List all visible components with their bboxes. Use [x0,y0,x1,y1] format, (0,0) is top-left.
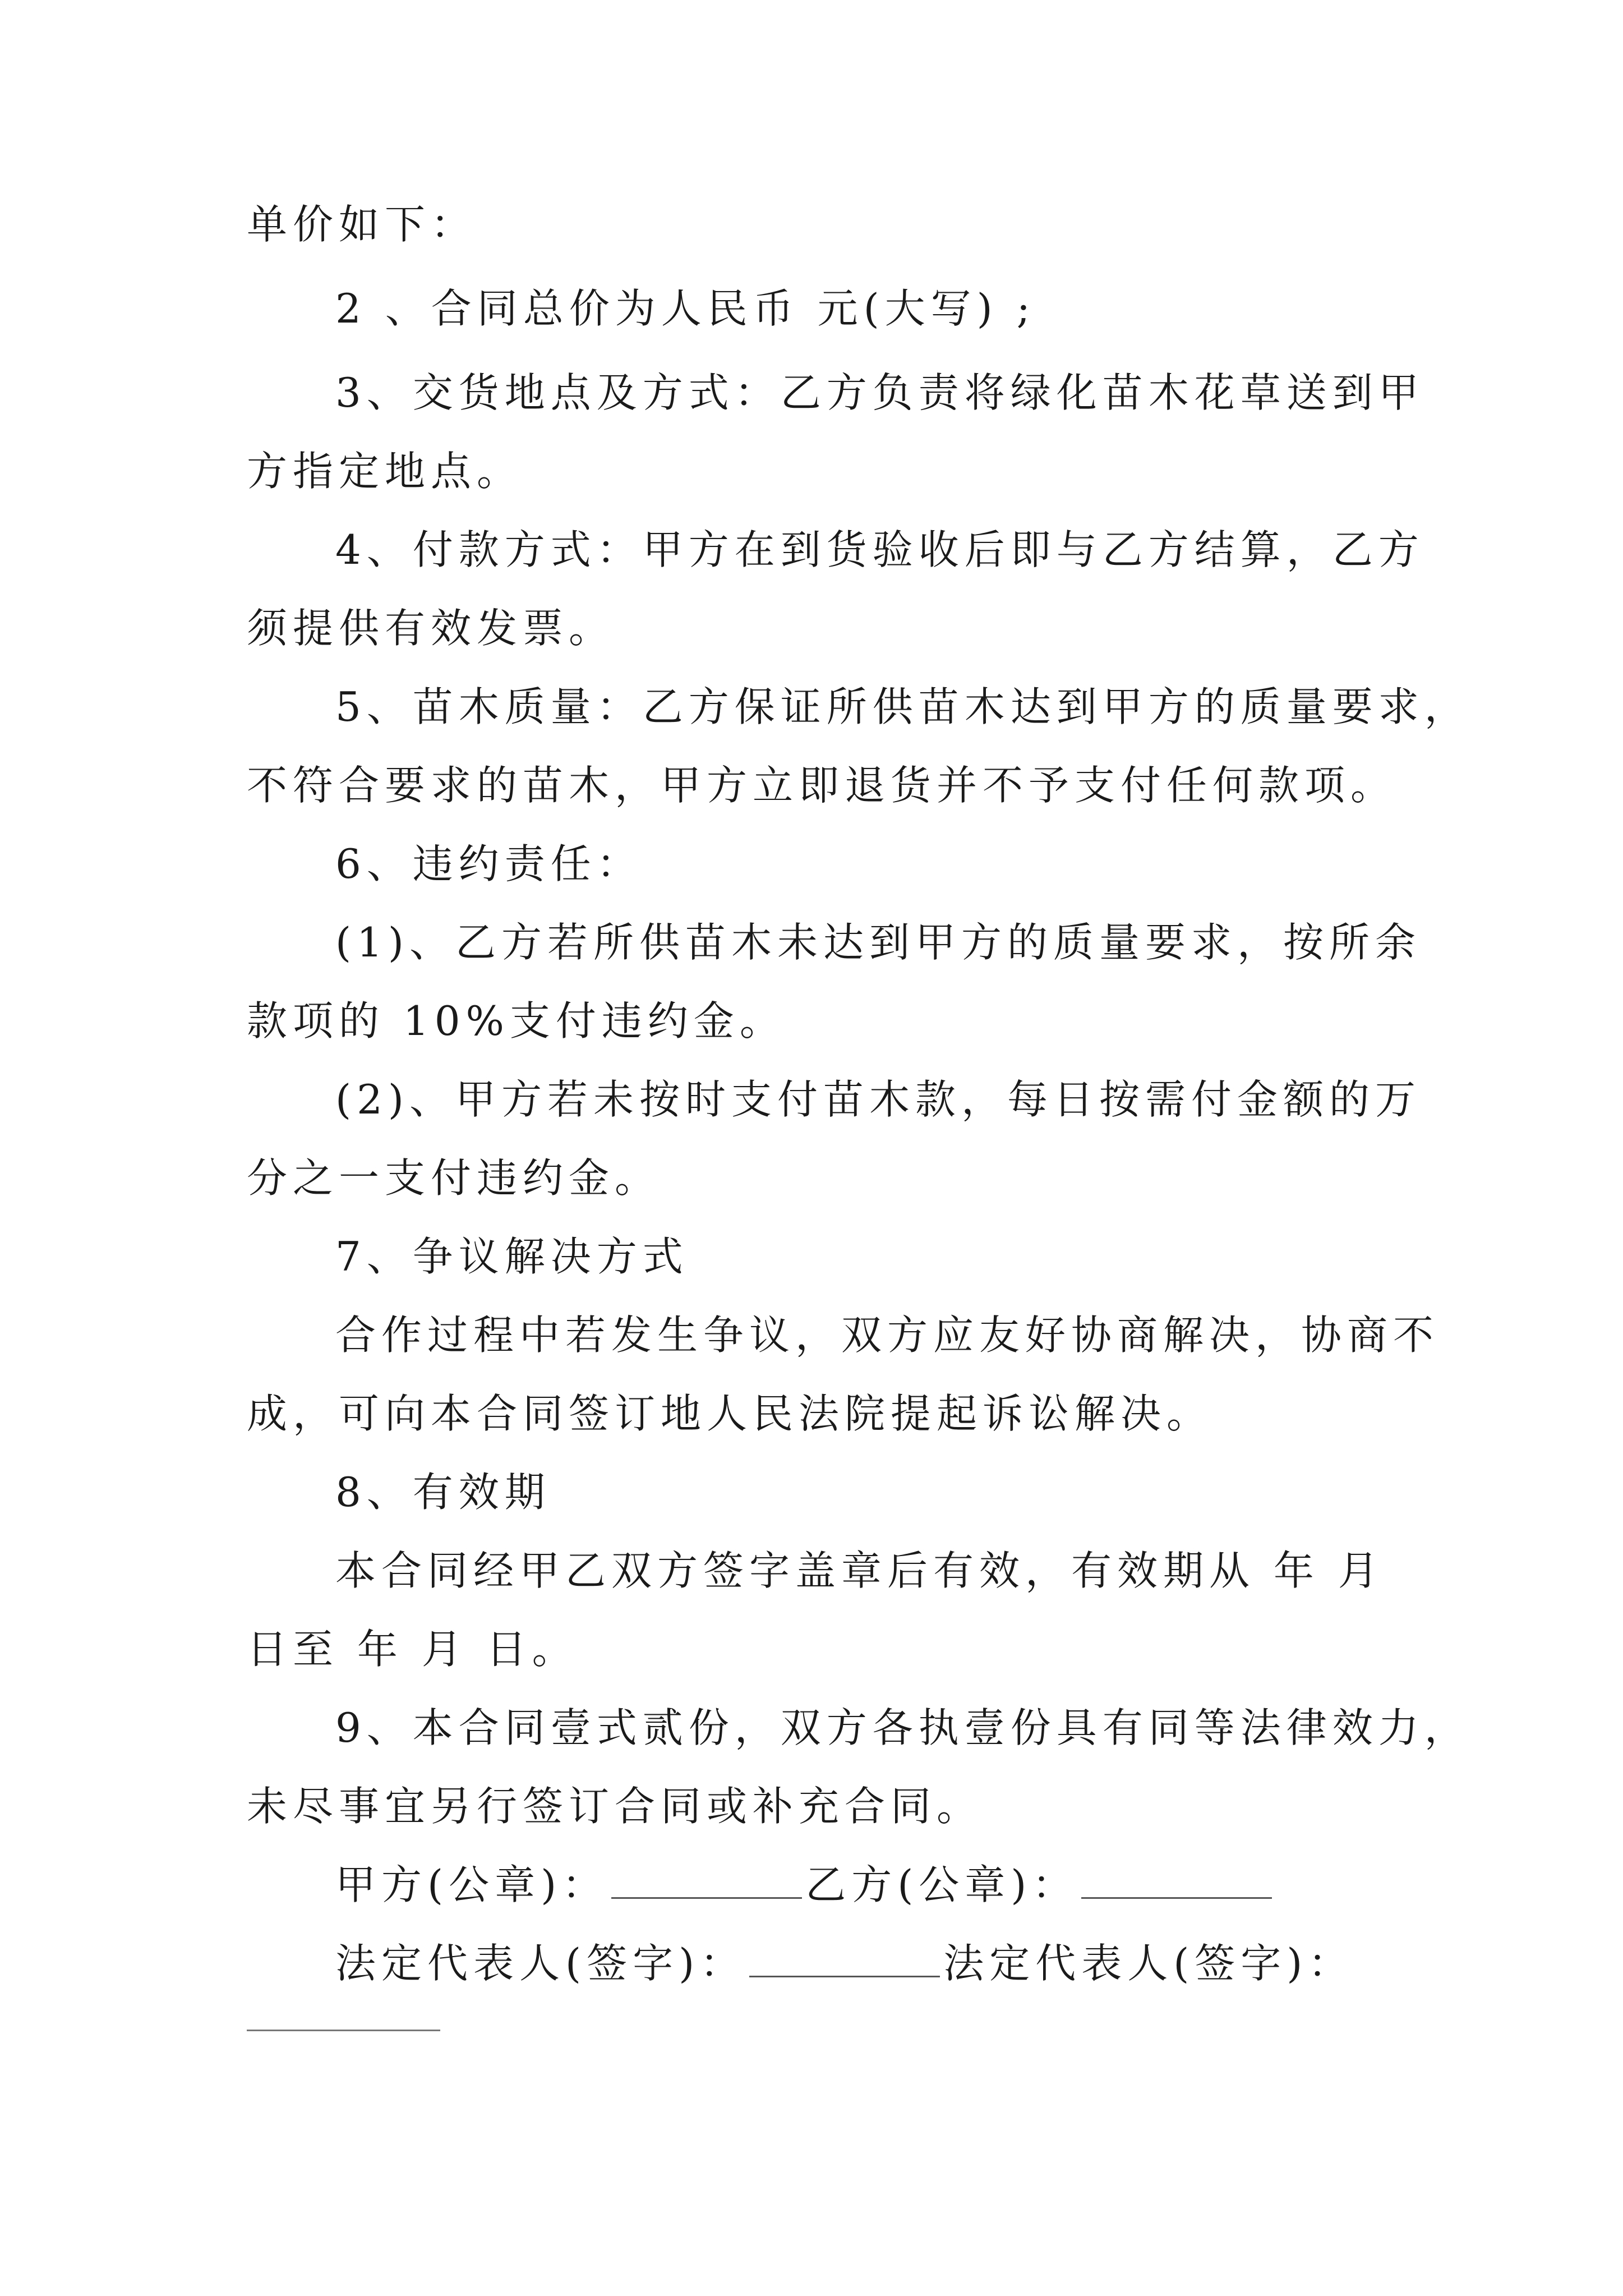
text-line: 合作过程中若发生争议，双方应友好协商解决，协商不 [335,1312,1440,1359]
text-line: 单价如下： [247,201,477,248]
text-line: 本合同经甲乙双方签字盖章后有效，有效期从 年 月 [335,1547,1384,1594]
text-line: 5、苗木质量：乙方保证所供苗木达到甲方的质量要求， [335,683,1470,730]
seal-line [335,1857,1275,1913]
text-line: 4、付款方式：甲方在到货验收后即与乙方结算，乙方 [335,526,1424,573]
party-a-seal-label: 甲方(公章)： [335,1861,608,1908]
text-line: 不符合要求的苗木，甲方立即退货并不予支付任何款项。 [247,762,1397,809]
party-b-seal-label: 乙方(公章)： [805,1861,1078,1908]
party-b-rep-blank [247,2030,440,2031]
text-line: (2)、甲方若未按时支付苗木款，每日按需付金额的万 [335,1076,1421,1123]
party-a-seal-blank [611,1857,802,1899]
text-line: 7、争议解决方式 [335,1233,689,1280]
text-line: 款项的 10%支付违约金。 [247,997,786,1045]
text-line: 分之一支付违约金。 [247,1154,661,1202]
party-a-rep-blank [749,1935,940,1977]
party-b-seal-blank [1081,1857,1272,1899]
text-line: 6、违约责任： [335,840,643,887]
text-line: 8、有效期 [335,1469,551,1516]
text-line: 方指定地点。 [247,448,523,495]
text-line: 3、交货地点及方式：乙方负责将绿化苗木花草送到甲 [335,369,1424,416]
text-line: 9、本合同壹式贰份，双方各执壹份具有同等法律效力， [335,1704,1470,1751]
text-line: (1)、乙方若所供苗木未达到甲方的质量要求，按所余 [335,919,1421,966]
party-b-rep-label: 法定代表人(签字)： [943,1940,1354,1987]
signature-line [335,1935,1354,1991]
text-line: 成，可向本合同签订地人民法院提起诉讼解决。 [247,1390,1213,1437]
party-a-rep-label: 法定代表人(签字)： [335,1940,746,1987]
text-line: 2 、合同总价为人民币 元(大写) ; [335,285,1036,332]
text-line: 日至 年 月 日。 [247,1626,578,1673]
text-line: 须提供有效发票。 [247,605,615,652]
text-line: 未尽事宜另行签订合同或补充合同。 [247,1783,983,1830]
